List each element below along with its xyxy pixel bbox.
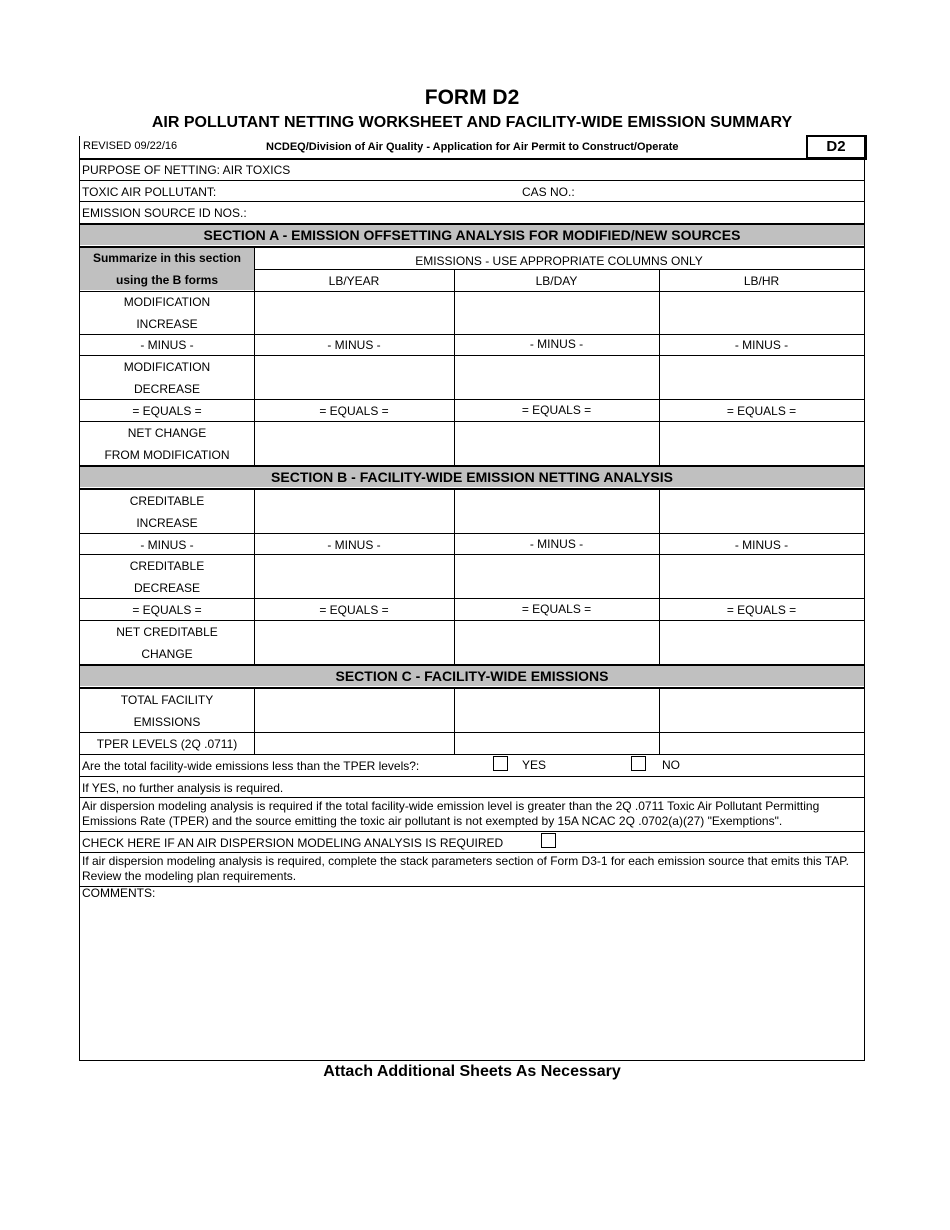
minus-label: - MINUS - (529, 537, 584, 551)
stack-parameters-note: If air dispersion modeling analysis is required, complete the stack parameters section of Form D3-1 for each emission source that emits this TAP. Review the modeling plan requirements. (82, 854, 850, 883)
summarize-line-1: Summarize in this section (92, 251, 242, 265)
divider (80, 620, 864, 621)
divider (80, 886, 864, 887)
column-divider (254, 687, 255, 754)
comments-label[interactable]: COMMENTS: (82, 886, 156, 900)
section-a-title: SECTION A - EMISSION OFFSETTING ANALYSIS FOR MODIFIED/NEW SOURCES (80, 225, 864, 245)
minus-label: - MINUS - (734, 338, 789, 352)
divider (80, 399, 864, 400)
col-lb-hr: LB/HR (743, 274, 780, 288)
divider (80, 421, 864, 422)
divider (80, 201, 864, 202)
no-label: NO (662, 758, 680, 772)
emissions-columns-header: EMISSIONS - USE APPROPRIATE COLUMNS ONLY (415, 254, 703, 268)
column-divider (659, 687, 660, 754)
divider (80, 291, 864, 292)
col-lb-day: LB/DAY (535, 274, 578, 288)
minus-label: - MINUS - (327, 538, 381, 552)
modeling-required-checkbox[interactable] (541, 833, 556, 848)
equals-label: = EQUALS = (319, 603, 389, 617)
toxic-air-pollutant-label[interactable]: TOXIC AIR POLLUTANT: (82, 185, 217, 199)
divider (80, 687, 864, 689)
row-label: DECREASE (133, 581, 201, 595)
purpose-of-netting: PURPOSE OF NETTING: AIR TOXICS (82, 163, 291, 177)
row-label: FROM MODIFICATION (104, 448, 230, 462)
divider (80, 754, 864, 755)
row-label: INCREASE (136, 516, 198, 530)
no-checkbox[interactable] (631, 756, 646, 771)
minus-label: - MINUS - (327, 338, 381, 352)
equals-label: = EQUALS = (726, 603, 797, 617)
column-divider (454, 687, 455, 754)
equals-label: = EQUALS = (132, 603, 202, 617)
attach-sheets-note: Attach Additional Sheets As Necessary (323, 1063, 621, 1080)
equals-label: = EQUALS = (132, 404, 202, 418)
divider (80, 831, 864, 832)
row-label: CREDITABLE (129, 559, 205, 573)
yes-label: YES (522, 758, 547, 772)
column-divider (454, 269, 455, 465)
col-lb-year: LB/YEAR (328, 274, 380, 288)
form-code-box (806, 135, 867, 160)
form-title: FORM D2 (424, 86, 520, 109)
dispersion-note: Air dispersion modeling analysis is required if the total facility-wide emission level is greater than the 2Q .0711 Toxic Air Pollutant Permitting Emissions Rate (TPER) and the source emitting the toxic air pollutant is not exempted by 15A NCAC 2Q .0702(a)(27) "Exemptions". (82, 799, 820, 828)
form-code: D2 (826, 138, 846, 155)
minus-label: - MINUS - (734, 538, 789, 552)
divider (80, 533, 864, 534)
divider (80, 334, 864, 335)
divider (80, 852, 864, 853)
row-label: DECREASE (133, 382, 201, 396)
equals-label: = EQUALS = (521, 403, 592, 417)
form-grid (79, 136, 865, 1061)
row-label: INCREASE (136, 317, 198, 331)
tper-levels-label: TPER LEVELS (2Q .0711) (96, 737, 238, 751)
divider (80, 598, 864, 599)
column-divider (659, 269, 660, 465)
summarize-line-2: using the B forms (115, 273, 218, 287)
agency-line: NCDEQ/Division of Air Quality - Application for Air Permit to Construct/Operate (266, 141, 679, 153)
column-divider (254, 488, 255, 664)
form-subtitle: AIR POLLUTANT NETTING WORKSHEET AND FACILITY-WIDE EMISSION SUMMARY (151, 114, 793, 131)
row-label: CREDITABLE (129, 494, 205, 508)
minus-label: - MINUS - (529, 337, 584, 351)
row-label: NET CREDITABLE (116, 625, 218, 639)
column-divider (254, 246, 255, 465)
row-label: CHANGE (141, 647, 193, 661)
divider (80, 180, 864, 181)
divider (80, 355, 864, 356)
section-c-title: SECTION C - FACILITY-WIDE EMISSIONS (80, 666, 864, 686)
divider (80, 488, 864, 490)
yes-checkbox[interactable] (493, 756, 508, 771)
divider (80, 797, 864, 798)
row-label: EMISSIONS (133, 715, 201, 729)
minus-label: - MINUS - (140, 338, 194, 352)
divider (80, 158, 864, 160)
divider (80, 554, 864, 555)
row-label: MODIFICATION (123, 295, 211, 309)
cas-no-label[interactable]: CAS NO.: (522, 185, 575, 199)
column-divider (659, 488, 660, 664)
row-label: TOTAL FACILITY (120, 693, 214, 707)
emission-source-ids-label[interactable]: EMISSION SOURCE ID NOS.: (82, 206, 247, 220)
tper-question: Are the total facility-wide emissions less than the TPER levels?: (82, 759, 420, 773)
revised-date: REVISED 09/22/16 (83, 140, 178, 152)
equals-label: = EQUALS = (726, 404, 797, 418)
divider (254, 269, 864, 270)
equals-label: = EQUALS = (319, 404, 389, 418)
column-divider (454, 488, 455, 664)
row-label: MODIFICATION (123, 360, 211, 374)
if-yes-note: If YES, no further analysis is required. (82, 781, 284, 795)
minus-label: - MINUS - (140, 538, 194, 552)
divider (80, 776, 864, 777)
section-b-title: SECTION B - FACILITY-WIDE EMISSION NETTING ANALYSIS (80, 467, 864, 487)
row-label: NET CHANGE (127, 426, 207, 440)
divider (80, 732, 864, 733)
equals-label: = EQUALS = (521, 602, 592, 616)
check-here-label: CHECK HERE IF AN AIR DISPERSION MODELING ANALYSIS IS REQUIRED (82, 836, 504, 850)
